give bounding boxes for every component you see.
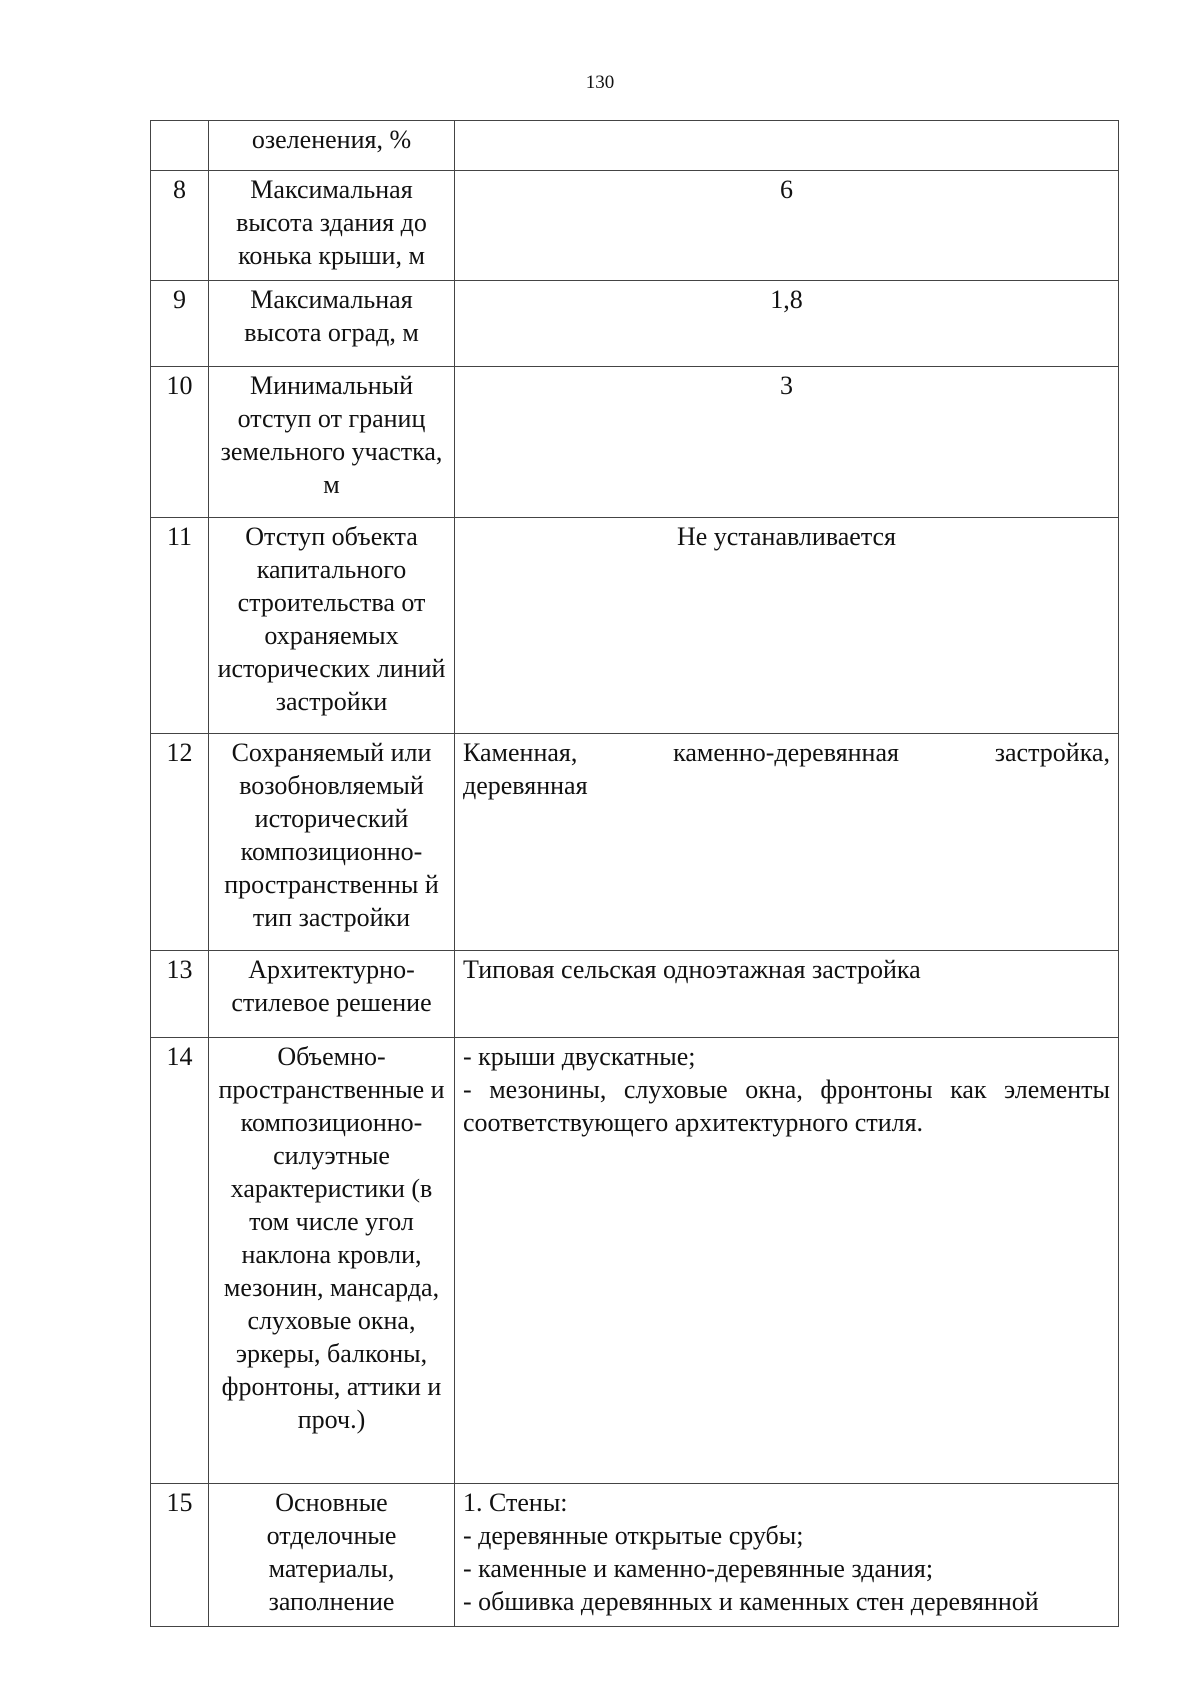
- row-number: 11: [151, 518, 209, 734]
- parameter-value: [455, 121, 1119, 171]
- row-number: 9: [151, 281, 209, 367]
- row-number: 14: [151, 1038, 209, 1484]
- value-line: деревянная: [463, 771, 588, 800]
- parameter-value: [455, 1038, 1119, 1484]
- regulations-table: [150, 120, 1119, 1627]
- value-word: застройка,: [994, 738, 1110, 767]
- parameter-name: Минимальный отступ от границ земельного участка, м: [209, 367, 455, 518]
- parameter-name: Архитектурно-стилевое решение: [209, 951, 455, 1038]
- page-number: 130: [585, 72, 615, 93]
- parameter-name: Сохраняемый или возобновляемый исторический композиционно-пространственны й тип застройки: [209, 734, 455, 951]
- parameter-value: 6: [455, 171, 1119, 281]
- table-row: [151, 734, 1119, 951]
- value-line: - мезонины, слуховые окна, фронтоны как элементы соответствующего архитектурного стиля.: [463, 1075, 1110, 1137]
- parameter-name: Максимальная высота здания до конька крыши, м: [209, 171, 455, 281]
- row-number: 13: [151, 951, 209, 1038]
- table-row: [151, 171, 1119, 281]
- value-line: - каменные и каменно-деревянные здания;: [463, 1554, 934, 1583]
- value-word: каменно-деревянная: [673, 738, 899, 767]
- parameter-value: 1,8: [455, 281, 1119, 367]
- parameter-name: Объемно-пространственные и композиционно-силуэтные характеристики (в том числе угол наклона кровли, мезонин, мансарда, слуховые окна, эркеры, балконы, фронтоны, аттики и проч.): [209, 1038, 455, 1484]
- table-row: [151, 281, 1119, 367]
- row-number: [151, 121, 209, 171]
- table-row: [151, 518, 1119, 734]
- parameter-value: Не устанавливается: [455, 518, 1119, 734]
- value-line: - деревянные открытые срубы;: [463, 1521, 804, 1550]
- parameter-name: Максимальная высота оград, м: [209, 281, 455, 367]
- table-row: [151, 1484, 1119, 1627]
- parameter-value: [455, 1484, 1119, 1627]
- table-row: [151, 121, 1119, 171]
- parameter-value: Типовая сельская одноэтажная застройка: [455, 951, 1119, 1038]
- table-row: [151, 367, 1119, 518]
- value-line: - обшивка деревянных и каменных стен деревянной: [463, 1587, 1039, 1616]
- value-line: 1. Стены:: [463, 1488, 568, 1517]
- parameter-name: Основные отделочные материалы, заполнение: [209, 1484, 455, 1627]
- value-word: Каменная,: [463, 738, 578, 767]
- parameter-value: 3: [455, 367, 1119, 518]
- parameter-name: озеленения, %: [209, 121, 455, 171]
- value-line: [463, 736, 1110, 769]
- value-line: - крыши двускатные;: [463, 1042, 696, 1071]
- row-number: 15: [151, 1484, 209, 1627]
- parameter-value: [455, 734, 1119, 951]
- row-number: 8: [151, 171, 209, 281]
- table-row: [151, 951, 1119, 1038]
- row-number: 12: [151, 734, 209, 951]
- row-number: 10: [151, 367, 209, 518]
- parameter-name: Отступ объекта капитального строительства от охраняемых исторических линий застройки: [209, 518, 455, 734]
- table-row: [151, 1038, 1119, 1484]
